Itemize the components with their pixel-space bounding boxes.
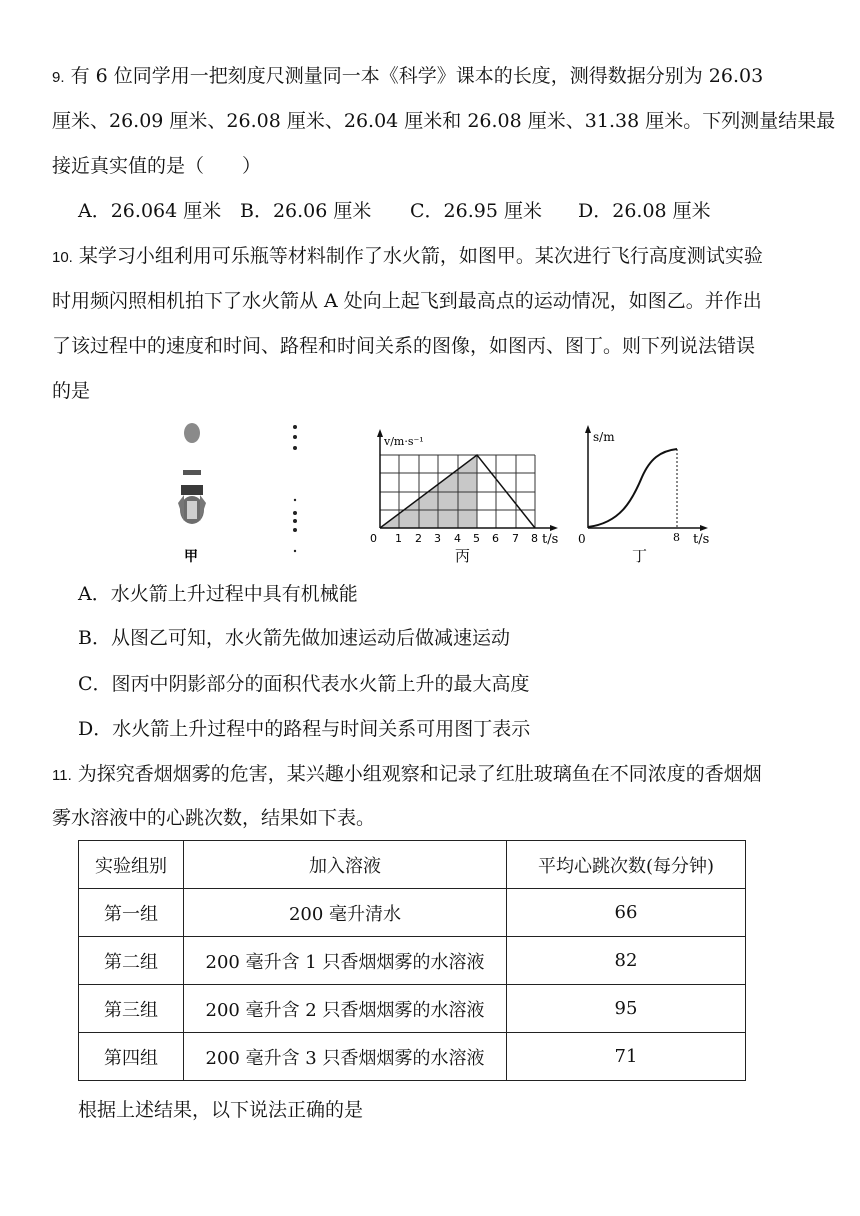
bing-tick-4: 4 xyxy=(454,532,461,545)
q10-figure xyxy=(170,415,720,565)
cell-group: 第二组 xyxy=(79,937,184,985)
q9-number: 9. xyxy=(52,69,65,86)
cell-heartbeat: 71 xyxy=(507,1033,746,1081)
rocket-image xyxy=(178,423,206,524)
cell-group: 第一组 xyxy=(79,889,184,937)
cell-heartbeat: 66 xyxy=(507,889,746,937)
q10-line4: 的是 xyxy=(52,380,91,402)
q11-number: 11. xyxy=(52,767,72,784)
bing-tick-2: 2 xyxy=(415,532,422,545)
cell-group: 第四组 xyxy=(79,1033,184,1081)
q9-option-b: B．26.06 厘米 xyxy=(240,200,372,222)
table-row xyxy=(79,1033,746,1081)
table-row xyxy=(79,937,746,985)
q10-option-a: A．水火箭上升过程中具有机械能 xyxy=(78,583,358,605)
bing-tick-8: 8 xyxy=(531,532,538,545)
cell-heartbeat: 95 xyxy=(507,985,746,1033)
cell-solution: 200 毫升含 1 只香烟烟雾的水溶液 xyxy=(184,937,507,985)
header-heartbeat: 平均心跳次数(每分钟) xyxy=(507,841,746,889)
fig-ding-label: 丁 xyxy=(632,547,648,565)
cell-solution: 200 毫升含 3 只香烟烟雾的水溶液 xyxy=(184,1033,507,1081)
q11-text-1: 为探究香烟烟雾的危害，某兴趣小组观察和记录了红肚玻璃鱼在不同浓度的香烟烟 xyxy=(77,763,762,785)
cell-group: 第三组 xyxy=(79,985,184,1033)
q10-line2: 时用频闪照相机拍下了水火箭从 A 处向上起飞到最高点的运动情况，如图乙。并作出 xyxy=(52,290,762,312)
fig-bing-label: 丙 xyxy=(455,547,471,565)
table-row xyxy=(79,985,746,1033)
q10-line1 xyxy=(52,244,763,270)
cell-heartbeat: 82 xyxy=(507,937,746,985)
q9-option-c: C．26.95 厘米 xyxy=(410,200,542,222)
q10-option-b: B．从图乙可知，水火箭先做加速运动后做减速运动 xyxy=(78,627,510,649)
bing-ylabel: v/m·s⁻¹ xyxy=(384,435,424,448)
bing-tick-5: 5 xyxy=(473,532,480,545)
q10-number: 10. xyxy=(52,249,73,266)
fig-jia-label: 甲 xyxy=(184,549,198,565)
q10-text-1: 某学习小组利用可乐瓶等材料制作了水火箭，如图甲。某次进行飞行高度测试实验 xyxy=(78,245,763,267)
q10-line3: 了该过程中的速度和时间、路程和时间关系的图像，如图丙、图丁。则下列说法错误 xyxy=(52,335,756,357)
strobe-dots xyxy=(293,425,297,552)
bing-tick-1: 1 xyxy=(395,532,402,545)
q11-after-text: 根据上述结果，以下说法正确的是 xyxy=(78,1099,364,1121)
q9-option-a: A．26.064 厘米 xyxy=(78,200,222,222)
cell-solution: 200 毫升清水 xyxy=(184,889,507,937)
q9-line1 xyxy=(52,64,763,90)
q9-option-d: D．26.08 厘米 xyxy=(578,200,711,222)
ding-tick-8: 8 xyxy=(673,531,680,544)
bing-tick-0: 0 xyxy=(370,532,377,545)
bing-xlabel: t/s xyxy=(542,532,559,547)
q10-option-c: C．图丙中阴影部分的面积代表水火箭上升的最大高度 xyxy=(78,673,530,695)
q9-line2: 厘米、26.09 厘米、26.08 厘米、26.04 厘米和 26.08 厘米、31.38 厘米。下列测量结果最 xyxy=(52,110,836,132)
bing-tick-6: 6 xyxy=(492,532,499,545)
table-header-row xyxy=(79,841,746,889)
graph-ding xyxy=(578,425,709,565)
q9-text-1: 有 6 位同学用一把刻度尺测量同一本《科学》课本的长度，测得数据分别为 26.03 xyxy=(70,65,764,87)
heartbeat-table xyxy=(78,840,746,1081)
cell-solution: 200 毫升含 2 只香烟烟雾的水溶液 xyxy=(184,985,507,1033)
q11-line2: 雾水溶液中的心跳次数，结果如下表。 xyxy=(52,807,376,829)
header-group: 实验组别 xyxy=(79,841,184,889)
ding-xlabel: t/s xyxy=(693,532,710,547)
q10-option-d: D．水火箭上升过程中的路程与时间关系可用图丁表示 xyxy=(78,718,531,740)
graph-bing xyxy=(370,429,558,565)
table-row xyxy=(79,889,746,937)
ding-origin: 0 xyxy=(578,532,586,546)
bing-tick-3: 3 xyxy=(434,532,441,545)
q9-line3: 接近真实值的是（ ） xyxy=(52,155,262,177)
header-solution: 加入溶液 xyxy=(184,841,507,889)
bing-tick-7: 7 xyxy=(512,532,519,545)
q11-line1 xyxy=(52,762,762,788)
ding-ylabel: s/m xyxy=(593,430,615,444)
